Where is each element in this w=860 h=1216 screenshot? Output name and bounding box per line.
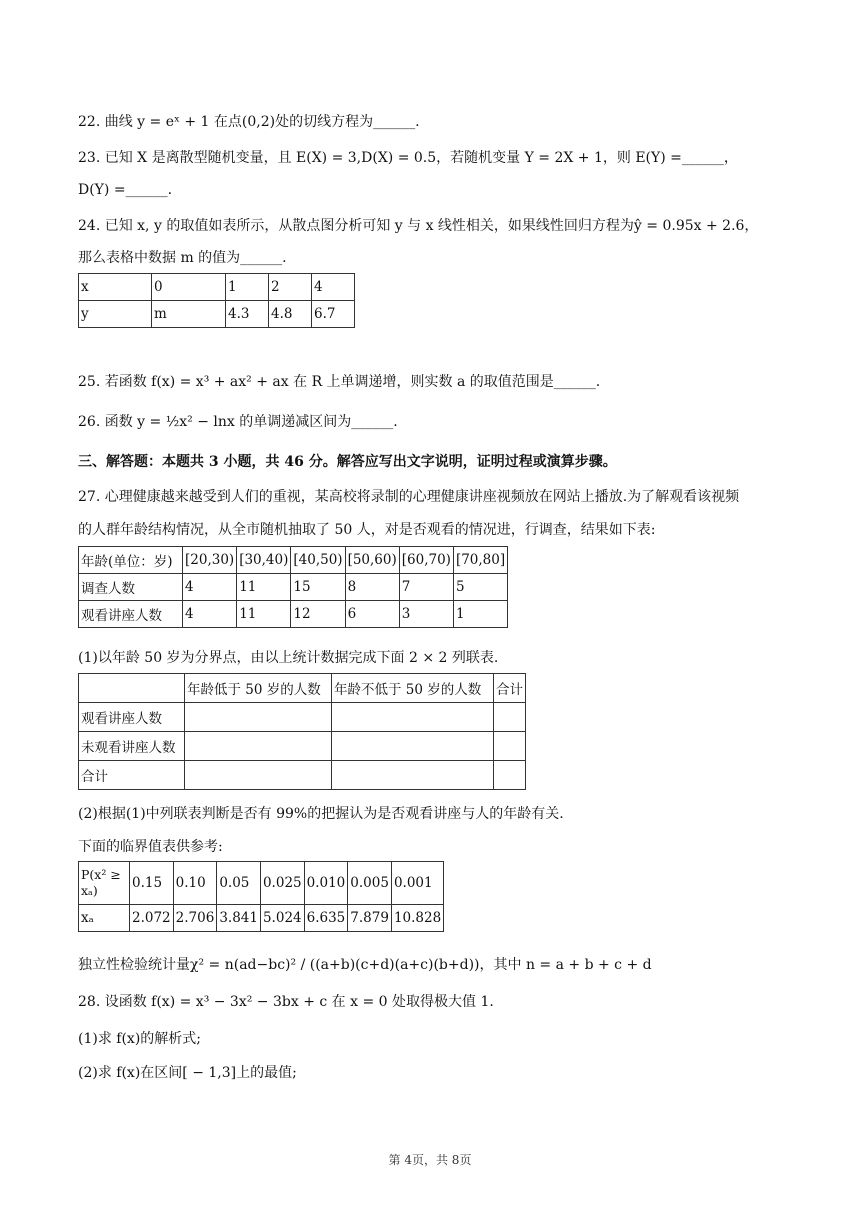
question-23-line2: D(Y) =______. (78, 182, 173, 198)
table-cell: 7 (399, 574, 453, 601)
question-23-line1: 23. 已知 X 是离散型随机变量，且 E(X) = 3,D(X) = 0.5，若随机变量 Y = 2X + 1，则 E(Y) =______， (78, 150, 738, 166)
table-cell: 10.828 (391, 905, 443, 932)
table-cell: m (152, 301, 226, 328)
table-row (79, 761, 526, 790)
question-28-part1: (1)求 f(x)的解析式; (78, 1031, 201, 1047)
table-row (79, 301, 355, 328)
table-cell (79, 674, 185, 703)
table-cell: 4.8 (269, 301, 312, 328)
table-cell: 年龄低于 50 岁的人数 (185, 674, 332, 703)
table-cell (185, 732, 332, 761)
table-cell: 2.706 (173, 905, 217, 932)
table-row (79, 862, 444, 905)
table-cell: 3 (399, 601, 453, 628)
table-cell: 6.635 (304, 905, 348, 932)
table-cell (494, 732, 526, 761)
table-cell: 4.3 (226, 301, 269, 328)
table-cell: 4 (183, 574, 237, 601)
table-cell: 8 (345, 574, 399, 601)
table-row (79, 674, 526, 703)
table-cell: [60,70) (399, 547, 453, 574)
table-row (79, 732, 526, 761)
table-cell: 观看讲座人数 (79, 601, 183, 628)
table-cell: 年龄不低于 50 岁的人数 (332, 674, 494, 703)
table-cell: 0 (152, 274, 226, 301)
table-cell: 0.010 (304, 862, 348, 905)
question-27-line2: 的人群年龄结构情况，从全市随机抽取了 50 人，对是否观看的情况进，行调查，结果如下表: (78, 522, 656, 538)
table-cell: 观看讲座人数 (79, 703, 185, 732)
table-cell: 5 (453, 574, 507, 601)
table-cell (332, 703, 494, 732)
table-cell: [40,50) (291, 547, 345, 574)
table-cell: [20,30) (183, 547, 237, 574)
table-cell: 0.15 (130, 862, 174, 905)
table-cell: 11 (237, 574, 291, 601)
table-cell: 0.05 (217, 862, 261, 905)
question-25: 25. 若函数 f(x) = x³ + ax² + ax 在 R 上单调递增，则实数 a 的取值范围是______. (78, 374, 601, 390)
table-cell (494, 703, 526, 732)
table-row (79, 547, 508, 574)
table-cell: 5.024 (260, 905, 304, 932)
table-cell: P(x² ≥ xₐ) (79, 862, 130, 905)
table-cell: 11 (237, 601, 291, 628)
table-cell: 3.841 (217, 905, 261, 932)
page-footer: 第 4页，共 8页 (388, 1153, 472, 1167)
table-cell: 4 (312, 274, 355, 301)
table-cell: 2.072 (130, 905, 174, 932)
table-cell: 6.7 (312, 301, 355, 328)
table-cell: [30,40) (237, 547, 291, 574)
table-cell: [70,80] (453, 547, 507, 574)
table-cell (332, 732, 494, 761)
table-cell: 0.005 (348, 862, 392, 905)
table-cell: x (79, 274, 152, 301)
question-26: 26. 函数 y = ½x² − lnx 的单调递减区间为______. (78, 414, 398, 430)
question-28-part2: (2)求 f(x)在区间[ − 1,3]上的最值; (78, 1065, 297, 1081)
contingency-table (78, 673, 526, 790)
table-cell: [50,60) (345, 547, 399, 574)
table-cell (332, 761, 494, 790)
table-cell: 0.10 (173, 862, 217, 905)
table-cell: 调查人数 (79, 574, 183, 601)
chi-square-formula: 独立性检验统计量χ² = n(ad−bc)² / ((a+b)(c+d)(a+c)(b+d))，其中 n = a + b + c + d (78, 957, 652, 973)
table-cell (185, 761, 332, 790)
table-row (79, 905, 444, 932)
table-cell: 6 (345, 601, 399, 628)
table-cell: 7.879 (348, 905, 392, 932)
table-cell: 未观看讲座人数 (79, 732, 185, 761)
table-cell: xₐ (79, 905, 130, 932)
table-cell: 0.001 (391, 862, 443, 905)
question-27-part1: (1)以年龄 50 岁为分界点，由以上统计数据完成下面 2 × 2 列联表. (78, 650, 499, 666)
table-cell: 年龄(单位：岁) (79, 547, 183, 574)
table-cell: 15 (291, 574, 345, 601)
table-cell: 合计 (494, 674, 526, 703)
table-row (79, 703, 526, 732)
table-cell: 合计 (79, 761, 185, 790)
critical-value-table (78, 861, 444, 932)
table-row (79, 601, 508, 628)
table-cell (494, 761, 526, 790)
age-survey-table (78, 546, 508, 628)
question-22: 22. 曲线 y = eˣ + 1 在点(0,2)处的切线方程为______. (78, 114, 420, 130)
table-cell: 2 (269, 274, 312, 301)
table-cell: 1 (453, 601, 507, 628)
table-cell: y (79, 301, 152, 328)
table-cell: 1 (226, 274, 269, 301)
table-cell (185, 703, 332, 732)
xy-table (78, 273, 355, 328)
table-row (79, 274, 355, 301)
table-cell: 0.025 (260, 862, 304, 905)
section-3-heading: 三、解答题：本题共 3 小题，共 46 分。解答应写出文字说明，证明过程或演算步骤。 (78, 454, 617, 470)
question-27-part2: (2)根据(1)中列联表判断是否有 99%的把握认为是否观看讲座与人的年龄有关. (78, 806, 564, 822)
question-28: 28. 设函数 f(x) = x³ − 3x² − 3bx + c 在 x = 0 处取得极大值 1. (78, 994, 494, 1010)
question-24-line1: 24. 已知 x, y 的取值如表所示，从散点图分析可知 y 与 x 线性相关，如果线性回归方程为ŷ = 0.95x + 2.6， (78, 218, 759, 234)
table-row (79, 574, 508, 601)
reference-note: 下面的临界值表供参考: (78, 839, 223, 855)
table-cell: 4 (183, 601, 237, 628)
table-cell: 12 (291, 601, 345, 628)
question-27-line1: 27. 心理健康越来越受到人们的重视，某高校将录制的心理健康讲座视频放在网站上播放.为了解观看该视频 (78, 489, 740, 505)
question-24-line2: 那么表格中数据 m 的值为______. (78, 250, 287, 266)
